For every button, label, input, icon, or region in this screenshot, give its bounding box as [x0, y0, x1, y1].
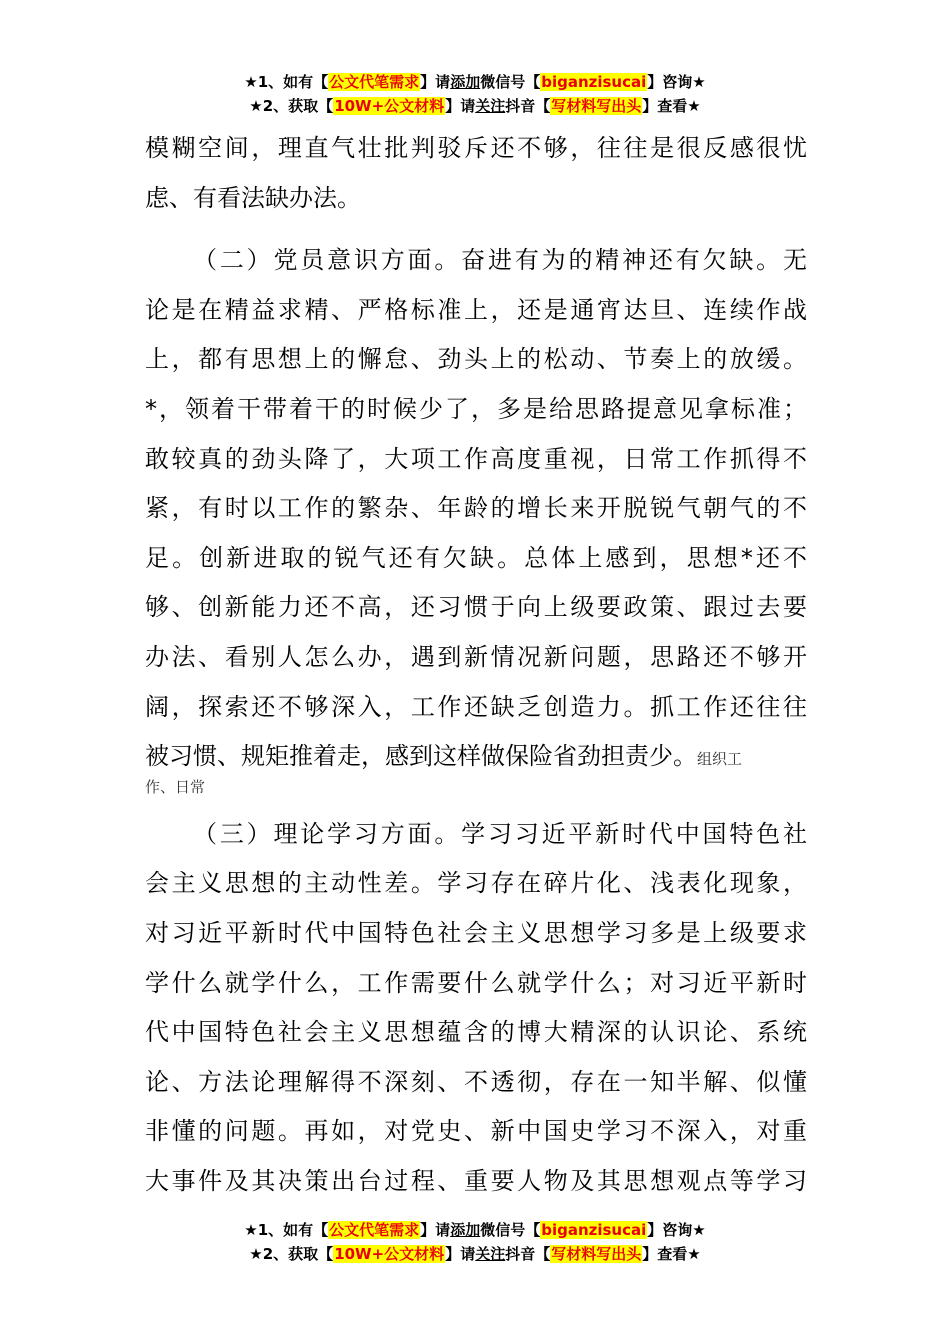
bottom-banner	[0, 1218, 950, 1266]
text-line: 大事件及其决策出台过程、重要人物及其思想观点等学习	[145, 1166, 807, 1195]
banner-text: 】查看★	[642, 1245, 701, 1263]
banner-underlined: 关注	[475, 97, 506, 115]
banner-text: 】咨询★	[647, 73, 706, 91]
text-line: 模糊空间，理直气壮批判驳斥还不够，往往是很反感很忧	[145, 134, 807, 162]
paragraph-2	[145, 236, 807, 797]
text-line: 对习近平新时代中国特色社会主义思想学习多是上级要求	[145, 918, 807, 947]
banner-wechat-id: biganzisucai	[541, 1221, 647, 1239]
banner-text: ★1、如有【	[244, 1221, 329, 1239]
paragraph-1	[145, 124, 807, 223]
banner-douyin-id: 写材料写出头	[551, 1245, 642, 1263]
banner-text: 】请	[445, 97, 476, 115]
margin-note: 组织工	[697, 750, 743, 769]
banner-text: ★1、如有【	[244, 73, 329, 91]
banner-line-2	[0, 94, 950, 118]
text-line: （三）理论学习方面。学习习近平新时代中国特色社	[193, 819, 807, 848]
banner-douyin-id: 写材料写出头	[551, 97, 642, 115]
text-line	[145, 732, 807, 785]
banner-text: 】请	[420, 73, 451, 91]
banner-underlined: 添加	[450, 73, 481, 91]
banner-wechat-id: biganzisucai	[541, 73, 647, 91]
text-line: （二）党员意识方面。奋进有为的精神还有欠缺。无	[193, 246, 807, 275]
banner-text: ★2、获取【	[249, 1245, 334, 1263]
banner-text: ★2、获取【	[249, 97, 334, 115]
paragraph-3	[145, 810, 807, 1207]
banner-text: 】咨询★	[647, 1221, 706, 1239]
text-line: 学什么就学什么，工作需要什么就学什么；对习近平新时	[145, 968, 807, 997]
banner-text: 抖音【	[505, 97, 551, 115]
text-line: 阔，探索还不够深入，工作还缺乏创造力。抓工作还往往	[145, 692, 807, 721]
banner-text: 】请	[445, 1245, 476, 1263]
text-line: 办法、看别人怎么办，遇到新情况新问题，思路还不够开	[145, 642, 807, 671]
text-line: *，领着干带着干的时候少了，多是给思路提意见拿标准；	[145, 394, 807, 423]
banner-highlight: 公文代笔需求	[329, 73, 420, 91]
banner-highlight: 10W+公文材料	[334, 97, 445, 115]
text-line: 上，都有思想上的懈怠、劲头上的松动、节奏上的放缓。	[145, 345, 807, 374]
banner-underlined: 添加	[450, 1221, 481, 1239]
text-line-content: 被习惯、规矩推着走，感到这样做保险省劲担责少。	[145, 742, 697, 771]
margin-note-continued: 作、日常	[145, 777, 206, 796]
text-line: 论、方法论理解得不深刻、不透彻，存在一知半解、似懂	[145, 1067, 807, 1096]
banner-text: 】查看★	[642, 97, 701, 115]
text-line: 够、创新能力还不高，还习惯于向上级要政策、跟过去要	[145, 593, 807, 622]
text-line: 敢较真的劲头降了，大项工作高度重视，日常工作抓得不	[145, 444, 807, 473]
banner-highlight: 公文代笔需求	[329, 1221, 420, 1239]
document-body	[145, 124, 807, 1206]
banner-highlight: 10W+公文材料	[334, 1245, 445, 1263]
banner-text: 微信号【	[480, 1221, 541, 1239]
banner-line-1	[0, 70, 950, 94]
text-line: 论是在精益求精、严格标准上，还是通宵达旦、连续作战	[145, 295, 807, 324]
text-line: 紧，有时以工作的繁杂、年龄的增长来开脱锐气朝气的不	[145, 494, 807, 523]
text-line: 足。创新进取的锐气还有欠缺。总体上感到，思想*还不	[145, 543, 807, 572]
banner-text: 抖音【	[505, 1245, 551, 1263]
banner-line-2	[0, 1242, 950, 1266]
text-line: 非懂的问题。再如，对党史、新中国史学习不深入，对重	[145, 1117, 807, 1146]
text-line: 虑、有看法缺办法。	[145, 183, 361, 212]
banner-text: 微信号【	[480, 73, 541, 91]
banner-line-1	[0, 1218, 950, 1242]
banner-underlined: 关注	[475, 1245, 506, 1263]
banner-text: 】请	[420, 1221, 451, 1239]
text-line: 代中国特色社会主义思想蕴含的博大精深的认识论、系统	[145, 1018, 807, 1047]
top-banner	[0, 70, 950, 118]
text-line: 会主义思想的主动性差。学习存在碎片化、浅表化现象，	[145, 869, 807, 898]
